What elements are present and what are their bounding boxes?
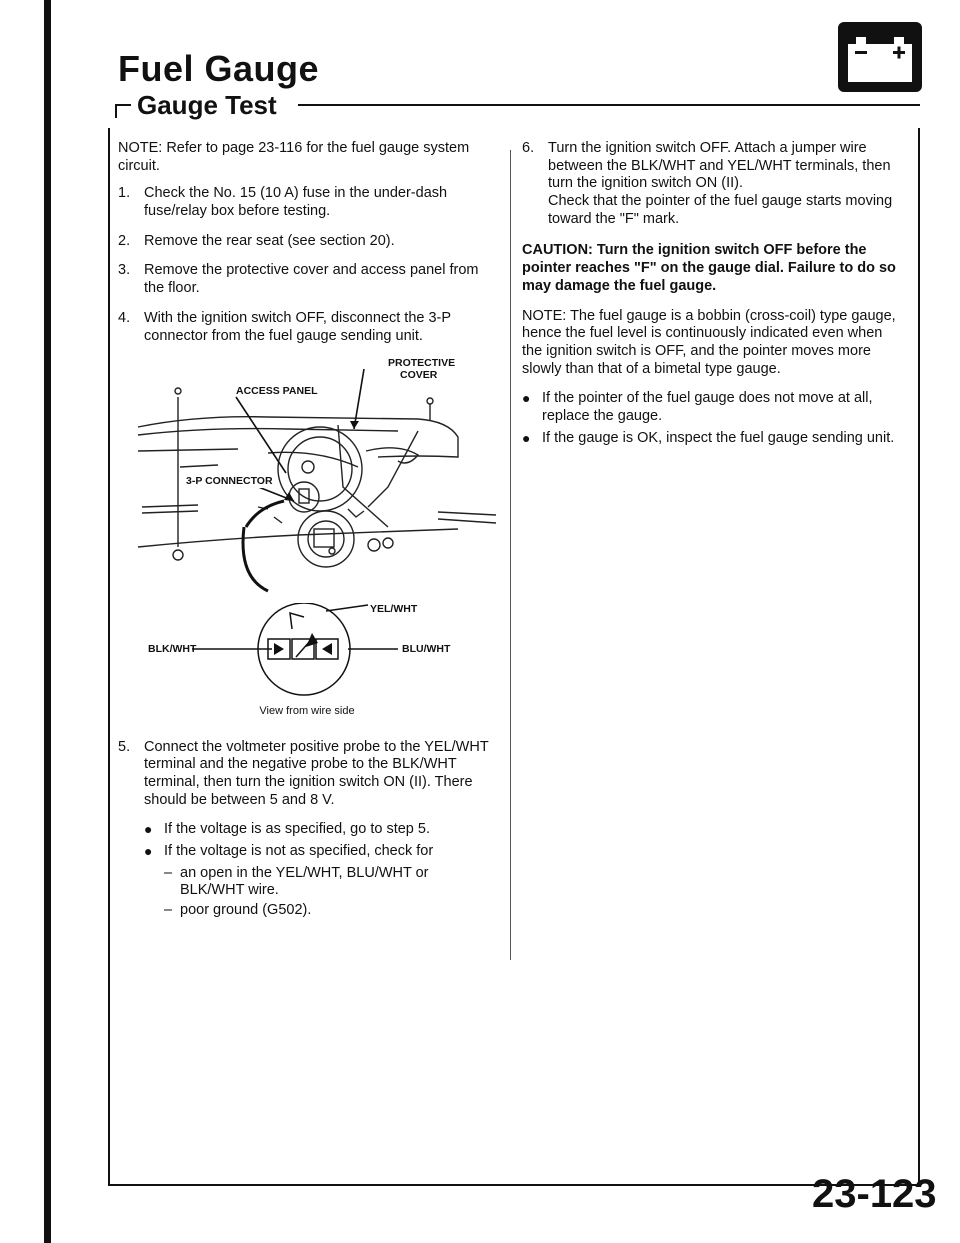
bullet-icon: ● [522,390,531,407]
bullet-icon: ● [144,843,153,860]
page-title: Fuel Gauge [118,48,320,89]
left-column [118,140,496,922]
caution-text: CAUTION: Turn the ignition switch OFF before the pointer reaches "F" on the gauge dial. Failure to do so may damage the fuel gauge. [522,242,896,294]
step-text: Connect the voltmeter positive probe to the YEL/WHT terminal and the negative probe to the BLK/WHT terminal, then turn the ignition switch ON (II). There should be between 5 and 8 V. [144,738,489,808]
page-spine [44,0,51,1243]
dash-text: poor ground (G502). [180,902,312,919]
step-number: 2. [118,232,131,249]
dash-text: an open in the YEL/WHT, BLU/WHT or BLK/WHT wire. [180,864,429,899]
list-item [164,902,496,920]
section-rule [298,104,920,106]
system-note: NOTE: Refer to page 23-116 for the fuel gauge system circuit. [118,140,470,174]
step-5-results [144,821,496,919]
section-bracket [115,104,131,106]
connector-illustration [118,357,496,597]
step-text: Check the No. 15 (10 A) fuse in the under-dash fuse/relay box before testing. [144,185,448,220]
bullet-text: If the voltage is not as specified, check for [164,843,434,860]
step-6-text-part1: Turn the ignition switch OFF. Attach a jumper wire between the BLK/WHT and YEL/WHT terminals, then turn the ignition switch ON (II). [548,140,891,192]
section-bracket-vertical [115,104,117,118]
dash-icon: – [164,864,173,881]
step-number: 3. [118,262,131,279]
protective-cover-label-line2: COVER [400,369,438,382]
battery-icon [838,22,922,92]
blu-wht-wire-label: BLU/WHT [402,643,451,656]
bullet-text: If the gauge is OK, inspect the fuel gauge sending unit. [542,429,895,446]
bullet-icon: ● [144,821,153,838]
step-number: 6. [522,140,535,156]
blk-wht-wire-label: BLK/WHT [148,643,197,656]
step-2 [118,233,496,251]
list-item [522,430,904,448]
page-number: 23-123 [812,1172,937,1216]
bullet-text: If the pointer of the fuel gauge does not move at all, replace the gauge. [542,390,873,424]
dash-icon: – [164,902,173,919]
step-text: With the ignition switch OFF, disconnect the 3-P connector from the fuel gauge sending unit. [144,309,451,344]
gauge-type-note: NOTE: The fuel gauge is a bobbin (cross-coil) type gauge, hence the fuel level is continuously indicated even when the ignition switch is OFF, and the pointer moves more slowly than that of a bimetal type gauge. [522,307,896,377]
step-3 [118,262,496,297]
bullet-text: If the voltage is as specified, go to step 5. [164,821,430,838]
step-number: 1. [118,185,131,202]
figure-caption: View from wire side [259,705,355,718]
step-4 [118,310,496,345]
step-text: Remove the protective cover and access panel from the floor. [144,262,479,297]
column-divider [510,150,511,960]
step-text [548,140,904,228]
list-item [144,843,496,861]
step-5 [118,739,496,810]
right-column [522,140,904,451]
section-title: Gauge Test [137,90,277,120]
step-1 [118,185,496,220]
step-6-text-part2: Check that the pointer of the fuel gauge starts moving toward the "F" mark. [548,193,893,227]
connector-label: 3-P CONNECTOR [186,475,273,488]
access-panel-label: ACCESS PANEL [236,385,318,398]
yel-wht-wire-label: YEL/WHT [370,603,418,616]
step-number: 4. [118,309,131,326]
bullet-icon: ● [522,429,531,446]
terminal-diagram [118,603,496,699]
step-text: Remove the rear seat (see section 20). [144,232,395,249]
step-number: 5. [118,738,131,755]
list-item [164,865,496,900]
step-6 [522,140,904,228]
list-item [522,390,904,425]
list-item [144,821,496,839]
protective-cover-label-line1: PROTECTIVE [388,357,456,370]
